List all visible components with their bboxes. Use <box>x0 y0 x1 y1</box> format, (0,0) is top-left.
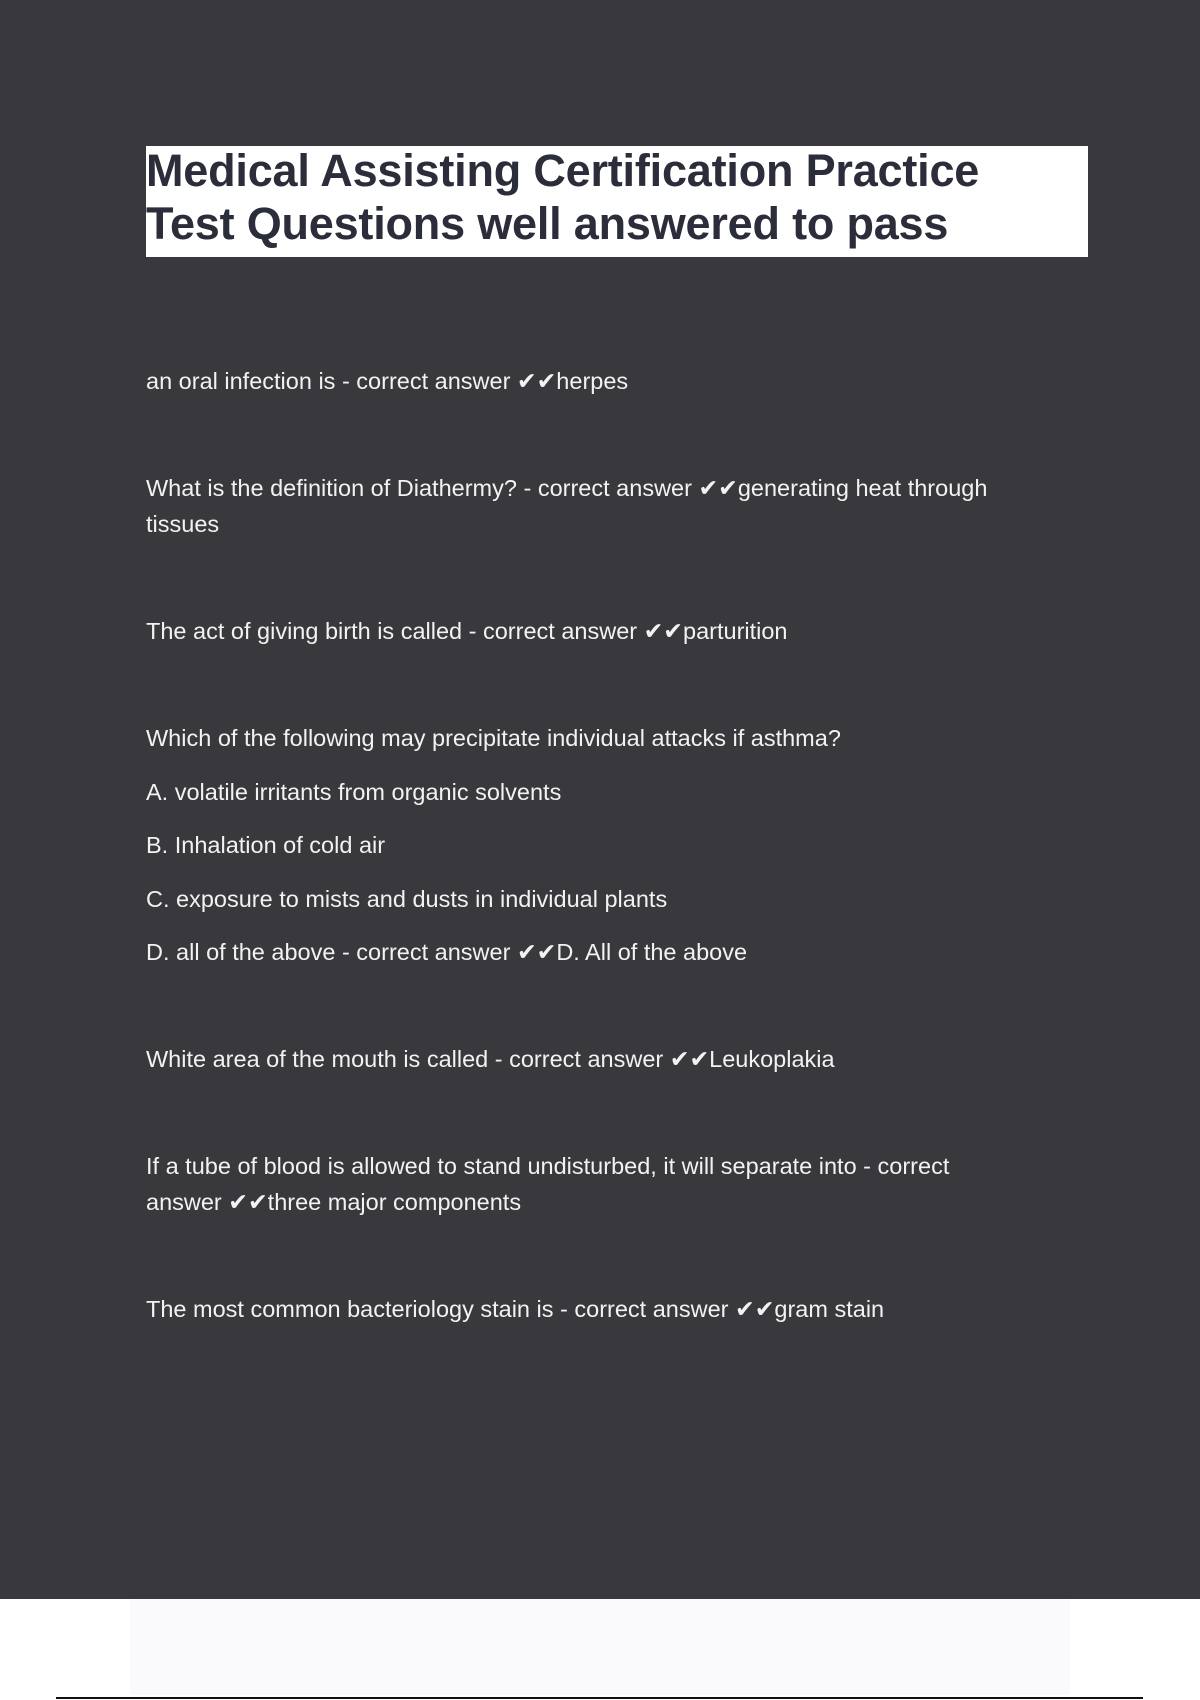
qa-text: D. all of the above - correct answer ✔✔D. All of the above <box>146 939 748 965</box>
qa-text: The act of giving birth is called - correct answer ✔✔parturition <box>146 618 788 644</box>
qa-item-diathermy <box>146 470 1096 542</box>
qa-text: The most common bacteriology stain is - correct answer ✔✔gram stain <box>146 1296 885 1322</box>
qa-text: If a tube of blood is allowed to stand undisturbed, it will separate into - correct <box>146 1153 950 1179</box>
qa-text: Which of the following may precipitate individual attacks if asthma? <box>146 725 841 751</box>
document-title-line-1: Medical Assisting Certification Practice <box>146 145 980 196</box>
qa-option-c <box>146 881 1096 917</box>
qa-text: A. volatile irritants from organic solvents <box>146 779 562 805</box>
page-bottom-divider <box>56 1697 1143 1699</box>
qa-text: What is the definition of Diathermy? - correct answer ✔✔generating heat through <box>146 475 988 501</box>
qa-option-b <box>146 827 1096 863</box>
qa-item-tube-of-blood <box>146 1148 1096 1220</box>
qa-text: an oral infection is - correct answer ✔✔herpes <box>146 368 629 394</box>
qa-item-asthma-question <box>146 720 1096 756</box>
qa-text-continued: tissues <box>146 511 220 537</box>
qa-text-continued: answer ✔✔three major components <box>146 1189 522 1215</box>
qa-text: White area of the mouth is called - correct answer ✔✔Leukoplakia <box>146 1046 835 1072</box>
qa-text: C. exposure to mists and dusts in individual plants <box>146 886 668 912</box>
document-title-box <box>146 146 1088 257</box>
qa-option-d-answer <box>146 934 1096 970</box>
qa-option-a <box>146 774 1096 810</box>
page-footer-area <box>130 1599 1070 1695</box>
qa-item-bacteriology-stain <box>146 1291 1096 1327</box>
document-title-line-2: Test Questions well answered to pass <box>146 198 949 249</box>
qa-item-giving-birth <box>146 613 1096 649</box>
qa-item-oral-infection <box>146 363 1096 399</box>
qa-item-white-area-mouth <box>146 1041 1096 1077</box>
qa-text: B. Inhalation of cold air <box>146 832 386 858</box>
